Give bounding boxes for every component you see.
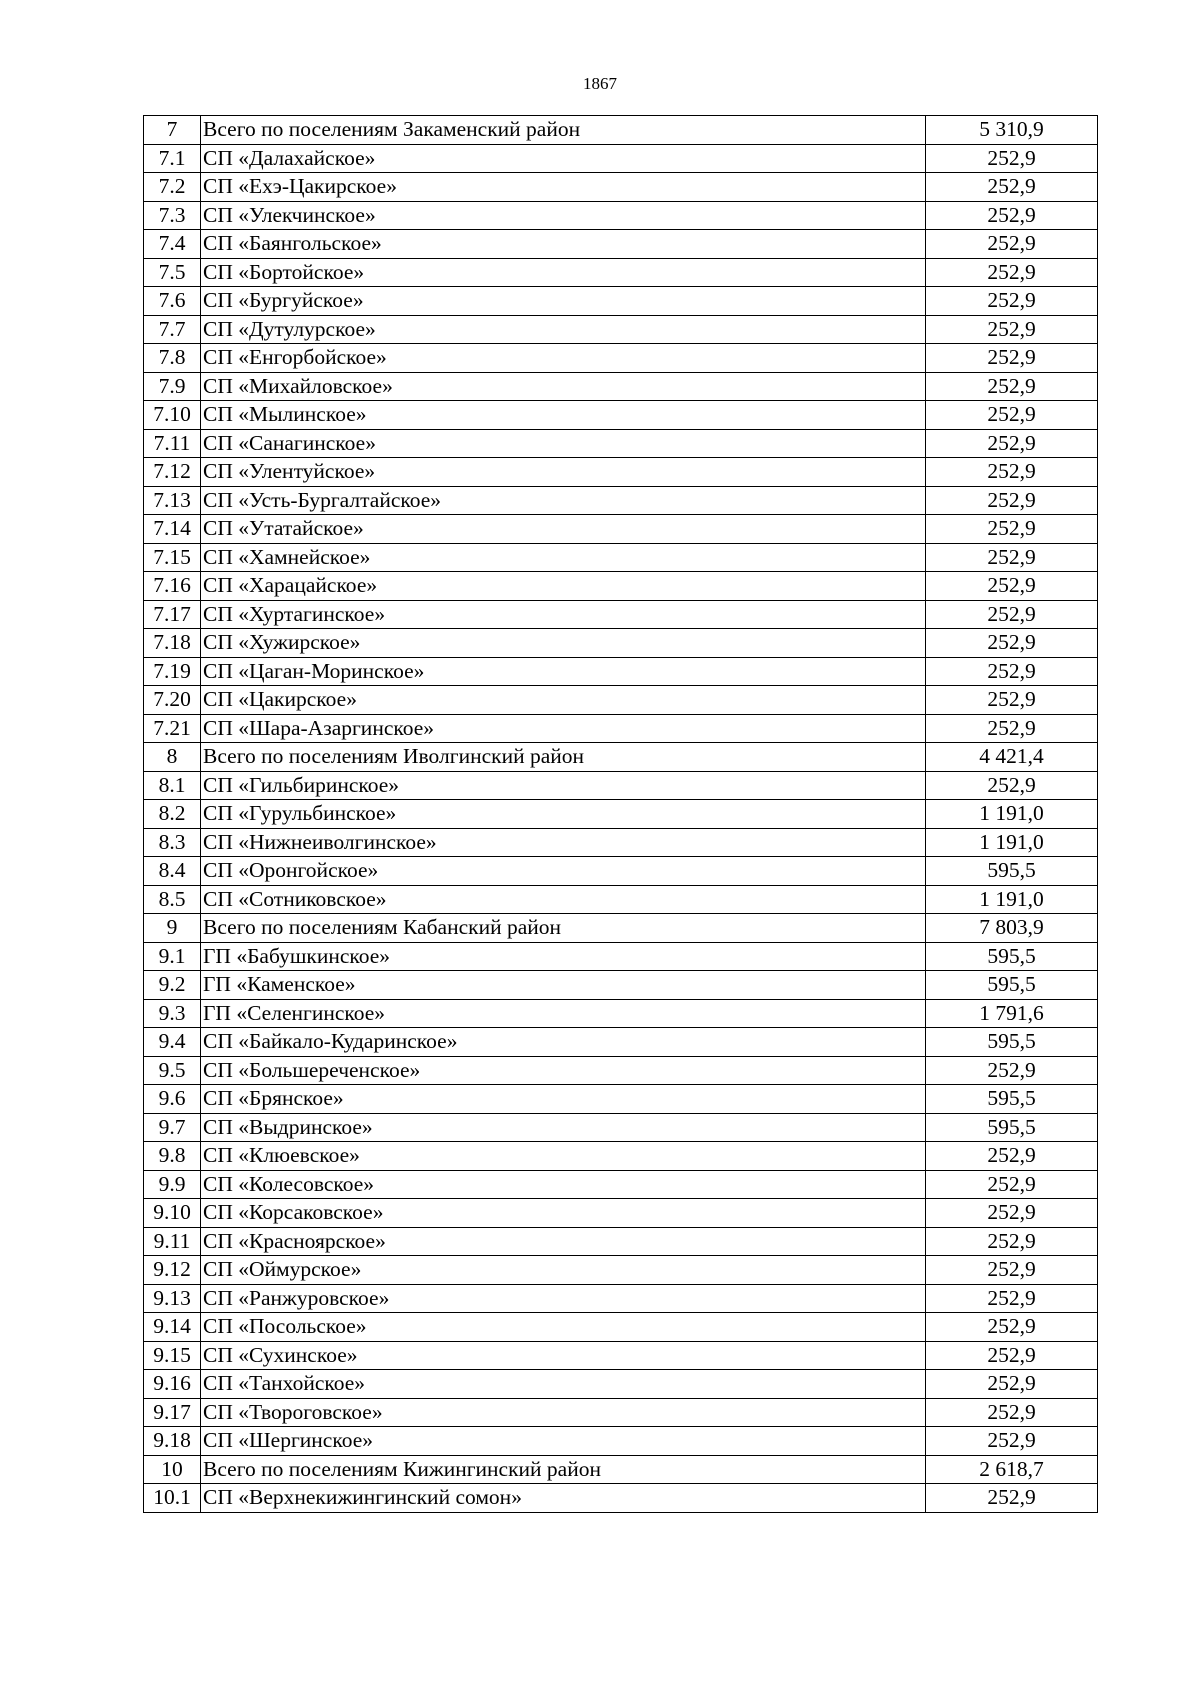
settlement-name-cell: СП «Посольское» xyxy=(201,1313,926,1342)
row-number-cell: 9.10 xyxy=(144,1199,201,1228)
row-number-cell: 7.21 xyxy=(144,714,201,743)
table-row xyxy=(144,486,1098,515)
row-number-cell: 9 xyxy=(144,914,201,943)
row-number-cell: 9.8 xyxy=(144,1142,201,1171)
amount-cell: 252,9 xyxy=(926,1484,1098,1513)
table-row xyxy=(144,771,1098,800)
table-row xyxy=(144,1455,1098,1484)
amount-cell: 595,5 xyxy=(926,971,1098,1000)
settlement-name-cell: СП «Бургуйское» xyxy=(201,287,926,316)
table-row xyxy=(144,942,1098,971)
amount-cell: 252,9 xyxy=(926,458,1098,487)
row-number-cell: 9.4 xyxy=(144,1028,201,1057)
settlement-name-cell: СП «Нижнеиволгинское» xyxy=(201,828,926,857)
settlement-name-cell: СП «Гильбиринское» xyxy=(201,771,926,800)
amount-cell: 252,9 xyxy=(926,1370,1098,1399)
row-number-cell: 8.5 xyxy=(144,885,201,914)
settlement-name-cell: СП «Большереченское» xyxy=(201,1056,926,1085)
amount-cell: 2 618,7 xyxy=(926,1455,1098,1484)
amount-cell: 252,9 xyxy=(926,600,1098,629)
row-number-cell: 9.16 xyxy=(144,1370,201,1399)
settlement-name-cell: СП «Оймурское» xyxy=(201,1256,926,1285)
settlement-name-cell: СП «Улентуйское» xyxy=(201,458,926,487)
table-row xyxy=(144,230,1098,259)
settlement-name-cell: СП «Бортойское» xyxy=(201,258,926,287)
table-row xyxy=(144,401,1098,430)
row-number-cell: 9.14 xyxy=(144,1313,201,1342)
amount-cell: 7 803,9 xyxy=(926,914,1098,943)
amount-cell: 252,9 xyxy=(926,1170,1098,1199)
settlement-name-cell: СП «Енгорбойское» xyxy=(201,344,926,373)
row-number-cell: 8 xyxy=(144,743,201,772)
table-row xyxy=(144,743,1098,772)
table-row xyxy=(144,372,1098,401)
amount-cell: 252,9 xyxy=(926,1284,1098,1313)
table-body xyxy=(144,116,1098,1513)
settlement-name-cell: СП «Шергинское» xyxy=(201,1427,926,1456)
settlement-name-cell: СП «Колесовское» xyxy=(201,1170,926,1199)
row-number-cell: 7.20 xyxy=(144,686,201,715)
allocation-table xyxy=(143,115,1098,1513)
row-number-cell: 9.15 xyxy=(144,1341,201,1370)
settlement-name-cell: СП «Хамнейское» xyxy=(201,543,926,572)
row-number-cell: 7.1 xyxy=(144,144,201,173)
amount-cell: 252,9 xyxy=(926,1341,1098,1370)
amount-cell: 595,5 xyxy=(926,1028,1098,1057)
amount-cell: 1 191,0 xyxy=(926,828,1098,857)
amount-cell: 252,9 xyxy=(926,1427,1098,1456)
settlement-name-cell: Всего по поселениям Иволгинский район xyxy=(201,743,926,772)
settlement-name-cell: СП «Танхойское» xyxy=(201,1370,926,1399)
row-number-cell: 9.11 xyxy=(144,1227,201,1256)
settlement-name-cell: СП «Хужирское» xyxy=(201,629,926,658)
row-number-cell: 9.6 xyxy=(144,1085,201,1114)
settlement-name-cell: СП «Гурульбинское» xyxy=(201,800,926,829)
table-row xyxy=(144,1227,1098,1256)
row-number-cell: 9.7 xyxy=(144,1113,201,1142)
settlement-name-cell: СП «Брянское» xyxy=(201,1085,926,1114)
row-number-cell: 7.18 xyxy=(144,629,201,658)
table-row xyxy=(144,315,1098,344)
settlement-name-cell: СП «Корсаковское» xyxy=(201,1199,926,1228)
settlement-name-cell: СП «Далахайское» xyxy=(201,144,926,173)
table-row xyxy=(144,885,1098,914)
table-row xyxy=(144,1113,1098,1142)
row-number-cell: 7.6 xyxy=(144,287,201,316)
table-row xyxy=(144,1142,1098,1171)
table-row xyxy=(144,201,1098,230)
table-row xyxy=(144,1085,1098,1114)
settlement-name-cell: СП «Сотниковское» xyxy=(201,885,926,914)
settlement-name-cell: СП «Твороговское» xyxy=(201,1398,926,1427)
row-number-cell: 7.13 xyxy=(144,486,201,515)
amount-cell: 252,9 xyxy=(926,287,1098,316)
amount-cell: 252,9 xyxy=(926,344,1098,373)
amount-cell: 252,9 xyxy=(926,201,1098,230)
settlement-name-cell: СП «Байкало-Кударинское» xyxy=(201,1028,926,1057)
amount-cell: 595,5 xyxy=(926,942,1098,971)
table-row xyxy=(144,828,1098,857)
amount-cell: 252,9 xyxy=(926,543,1098,572)
amount-cell: 252,9 xyxy=(926,629,1098,658)
settlement-name-cell: СП «Усть-Бургалтайское» xyxy=(201,486,926,515)
table-row xyxy=(144,1341,1098,1370)
amount-cell: 252,9 xyxy=(926,1142,1098,1171)
table-row xyxy=(144,458,1098,487)
table-row xyxy=(144,287,1098,316)
table-row xyxy=(144,914,1098,943)
settlement-name-cell: СП «Цаган-Моринское» xyxy=(201,657,926,686)
table-row xyxy=(144,971,1098,1000)
settlement-name-cell: СП «Красноярское» xyxy=(201,1227,926,1256)
row-number-cell: 8.3 xyxy=(144,828,201,857)
settlement-name-cell: СП «Баянгольское» xyxy=(201,230,926,259)
table-row xyxy=(144,657,1098,686)
row-number-cell: 7.2 xyxy=(144,173,201,202)
row-number-cell: 7.14 xyxy=(144,515,201,544)
row-number-cell: 7 xyxy=(144,116,201,145)
amount-cell: 1 191,0 xyxy=(926,885,1098,914)
row-number-cell: 9.3 xyxy=(144,999,201,1028)
amount-cell: 252,9 xyxy=(926,1313,1098,1342)
amount-cell: 595,5 xyxy=(926,1085,1098,1114)
table-row xyxy=(144,258,1098,287)
table-row xyxy=(144,1199,1098,1228)
settlement-name-cell: СП «Ранжуровское» xyxy=(201,1284,926,1313)
row-number-cell: 8.1 xyxy=(144,771,201,800)
table-row xyxy=(144,1028,1098,1057)
row-number-cell: 7.11 xyxy=(144,429,201,458)
amount-cell: 252,9 xyxy=(926,429,1098,458)
settlement-name-cell: СП «Ехэ-Цакирское» xyxy=(201,173,926,202)
amount-cell: 252,9 xyxy=(926,1398,1098,1427)
amount-cell: 252,9 xyxy=(926,1256,1098,1285)
row-number-cell: 7.5 xyxy=(144,258,201,287)
row-number-cell: 9.12 xyxy=(144,1256,201,1285)
amount-cell: 252,9 xyxy=(926,144,1098,173)
amount-cell: 252,9 xyxy=(926,686,1098,715)
settlement-name-cell: СП «Выдринское» xyxy=(201,1113,926,1142)
settlement-name-cell: СП «Хуртагинское» xyxy=(201,600,926,629)
settlement-name-cell: СП «Цакирское» xyxy=(201,686,926,715)
settlement-name-cell: СП «Сухинское» xyxy=(201,1341,926,1370)
amount-cell: 252,9 xyxy=(926,771,1098,800)
settlement-name-cell: СП «Санагинское» xyxy=(201,429,926,458)
table-row xyxy=(144,1427,1098,1456)
settlement-name-cell: СП «Михайловское» xyxy=(201,372,926,401)
table-row xyxy=(144,116,1098,145)
amount-cell: 252,9 xyxy=(926,572,1098,601)
row-number-cell: 7.9 xyxy=(144,372,201,401)
row-number-cell: 7.7 xyxy=(144,315,201,344)
amount-cell: 252,9 xyxy=(926,315,1098,344)
row-number-cell: 7.12 xyxy=(144,458,201,487)
table-row xyxy=(144,999,1098,1028)
amount-cell: 252,9 xyxy=(926,173,1098,202)
table-row xyxy=(144,629,1098,658)
amount-cell: 252,9 xyxy=(926,1056,1098,1085)
table-row xyxy=(144,686,1098,715)
amount-cell: 252,9 xyxy=(926,258,1098,287)
row-number-cell: 7.10 xyxy=(144,401,201,430)
settlement-name-cell: СП «Улекчинское» xyxy=(201,201,926,230)
row-number-cell: 8.4 xyxy=(144,857,201,886)
row-number-cell: 7.19 xyxy=(144,657,201,686)
row-number-cell: 8.2 xyxy=(144,800,201,829)
row-number-cell: 7.16 xyxy=(144,572,201,601)
row-number-cell: 9.1 xyxy=(144,942,201,971)
row-number-cell: 9.17 xyxy=(144,1398,201,1427)
table-row xyxy=(144,600,1098,629)
table-row xyxy=(144,857,1098,886)
amount-cell: 252,9 xyxy=(926,1227,1098,1256)
settlement-name-cell: СП «Шара-Азаргинское» xyxy=(201,714,926,743)
amount-cell: 595,5 xyxy=(926,1113,1098,1142)
settlement-name-cell: СП «Дутулурское» xyxy=(201,315,926,344)
row-number-cell: 7.8 xyxy=(144,344,201,373)
amount-cell: 252,9 xyxy=(926,401,1098,430)
amount-cell: 4 421,4 xyxy=(926,743,1098,772)
table-row xyxy=(144,1256,1098,1285)
amount-cell: 5 310,9 xyxy=(926,116,1098,145)
amount-cell: 595,5 xyxy=(926,857,1098,886)
amount-cell: 252,9 xyxy=(926,515,1098,544)
row-number-cell: 7.3 xyxy=(144,201,201,230)
row-number-cell: 7.4 xyxy=(144,230,201,259)
table-row xyxy=(144,1484,1098,1513)
settlement-name-cell: СП «Оронгойское» xyxy=(201,857,926,886)
table-row xyxy=(144,800,1098,829)
settlement-name-cell: СП «Верхнекижингинский сомон» xyxy=(201,1484,926,1513)
settlement-name-cell: Всего по поселениям Закаменский район xyxy=(201,116,926,145)
table-row xyxy=(144,429,1098,458)
table-row xyxy=(144,344,1098,373)
table-row xyxy=(144,1370,1098,1399)
amount-cell: 252,9 xyxy=(926,1199,1098,1228)
amount-cell: 252,9 xyxy=(926,230,1098,259)
table-row xyxy=(144,572,1098,601)
amount-cell: 1 191,0 xyxy=(926,800,1098,829)
settlement-name-cell: СП «Харацайское» xyxy=(201,572,926,601)
settlement-name-cell: ГП «Каменское» xyxy=(201,971,926,1000)
amount-cell: 252,9 xyxy=(926,714,1098,743)
row-number-cell: 9.13 xyxy=(144,1284,201,1313)
amount-cell: 252,9 xyxy=(926,657,1098,686)
table-row xyxy=(144,1284,1098,1313)
amount-cell: 1 791,6 xyxy=(926,999,1098,1028)
settlement-name-cell: Всего по поселениям Кижингинский район xyxy=(201,1455,926,1484)
table-row xyxy=(144,714,1098,743)
row-number-cell: 7.17 xyxy=(144,600,201,629)
table-row xyxy=(144,1170,1098,1199)
row-number-cell: 10.1 xyxy=(144,1484,201,1513)
settlement-name-cell: ГП «Селенгинское» xyxy=(201,999,926,1028)
row-number-cell: 9.5 xyxy=(144,1056,201,1085)
table-row xyxy=(144,1313,1098,1342)
row-number-cell: 9.18 xyxy=(144,1427,201,1456)
settlement-name-cell: Всего по поселениям Кабанский район xyxy=(201,914,926,943)
row-number-cell: 7.15 xyxy=(144,543,201,572)
table-row xyxy=(144,515,1098,544)
amount-cell: 252,9 xyxy=(926,486,1098,515)
table-row xyxy=(144,1398,1098,1427)
table-row xyxy=(144,1056,1098,1085)
amount-cell: 252,9 xyxy=(926,372,1098,401)
settlement-name-cell: СП «Мылинское» xyxy=(201,401,926,430)
row-number-cell: 10 xyxy=(144,1455,201,1484)
settlement-name-cell: СП «Утатайское» xyxy=(201,515,926,544)
page-number: 1867 xyxy=(583,74,617,93)
row-number-cell: 9.9 xyxy=(144,1170,201,1199)
row-number-cell: 9.2 xyxy=(144,971,201,1000)
settlement-name-cell: ГП «Бабушкинское» xyxy=(201,942,926,971)
table-row xyxy=(144,144,1098,173)
table-row xyxy=(144,543,1098,572)
settlement-name-cell: СП «Клюевское» xyxy=(201,1142,926,1171)
table-row xyxy=(144,173,1098,202)
